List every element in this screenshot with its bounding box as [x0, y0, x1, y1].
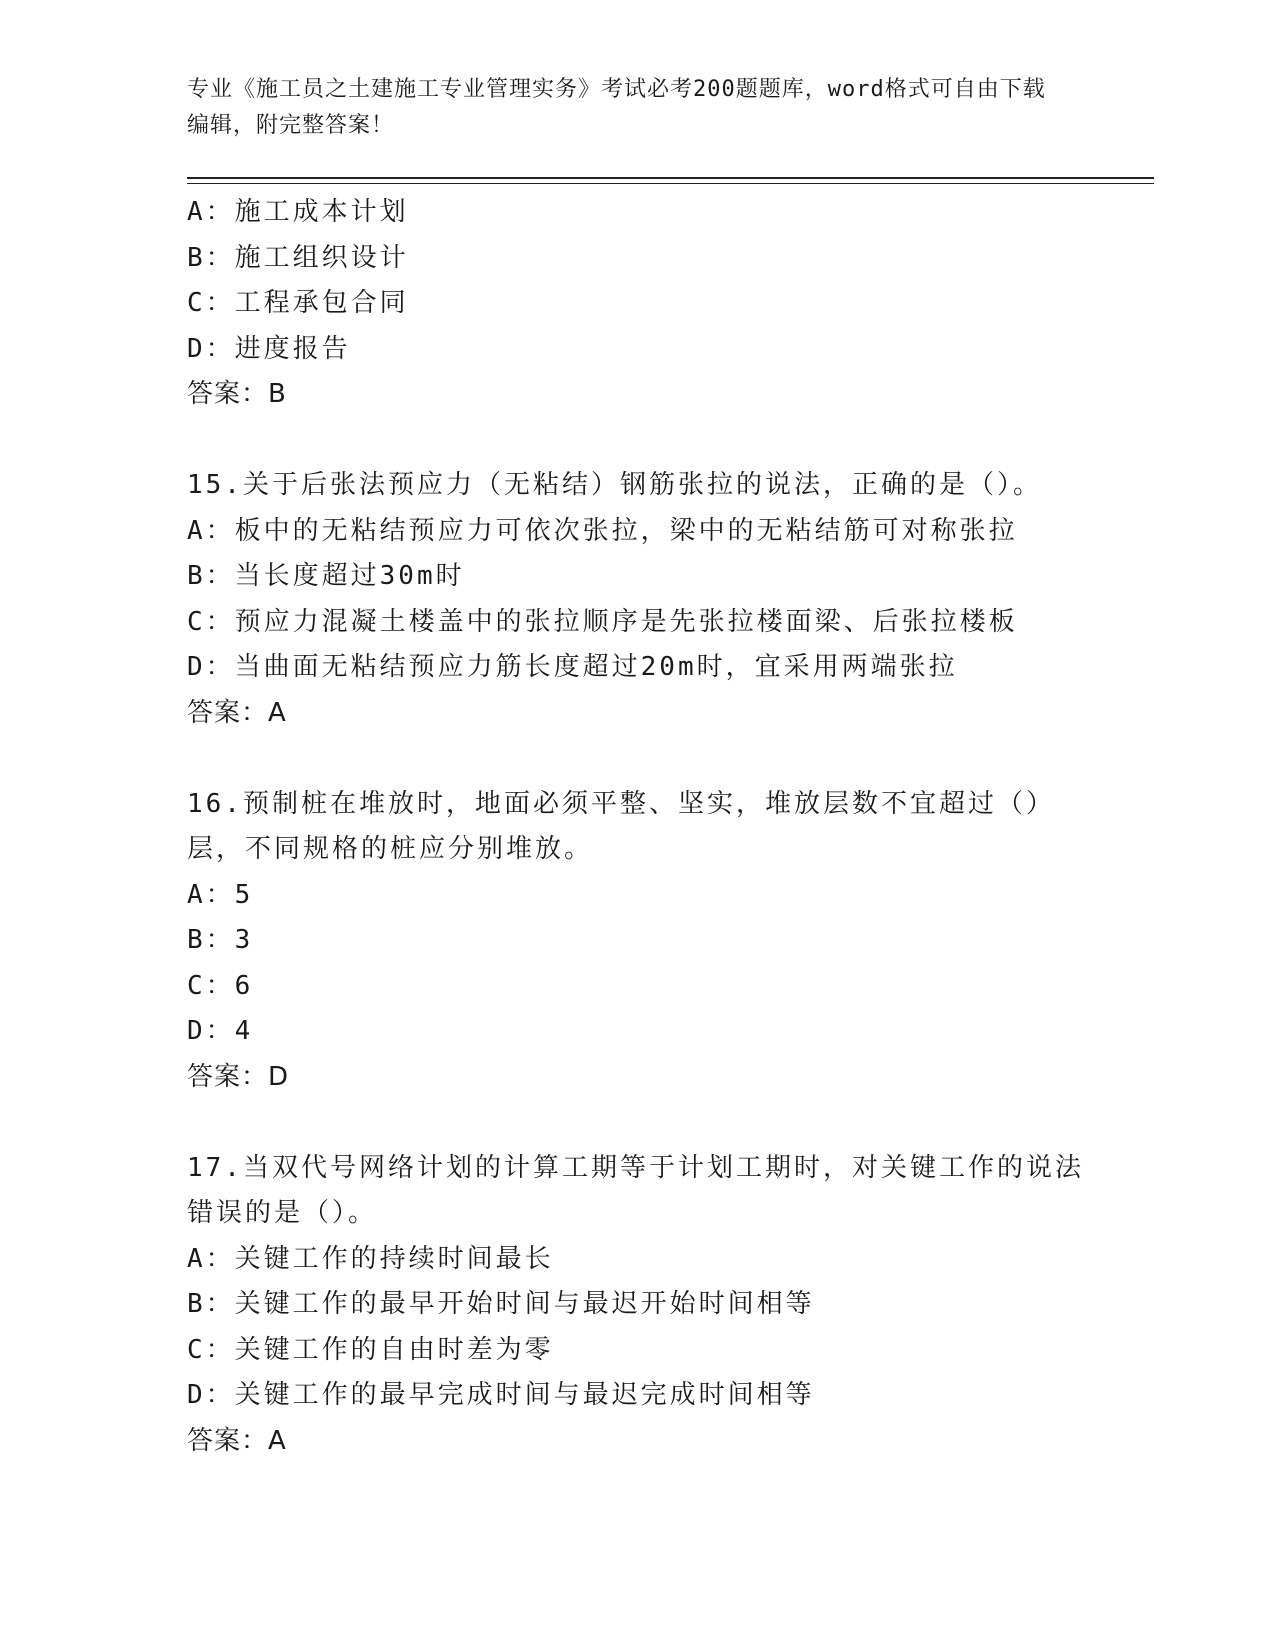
- option-b: B：当长度超过30m时: [187, 561, 465, 591]
- option-c: C：6: [187, 970, 254, 1001]
- answer: 答案：D: [187, 1061, 290, 1092]
- question-text: 16.预制桩在堆放时，地面必须平整、坚实，堆放层数不宜超过（）层，不同规格的桩应分别堆放。: [187, 788, 1055, 864]
- question-text: 15.关于后张法预应力（无粘结）钢筋张拉的说法，正确的是（）。: [187, 470, 1042, 500]
- question-block-14: [187, 190, 1087, 418]
- option-d: D：进度报告: [187, 333, 351, 364]
- answer: 答案：B: [187, 379, 287, 409]
- question-list: [187, 190, 1087, 1464]
- document-header: 专业《施工员之土建施工专业管理实务》考试必考200题题库，word格式可自由下载编辑，附完整答案！: [187, 77, 1046, 138]
- option-c: C：关键工作的自由时差为零: [187, 1334, 554, 1365]
- option-b: B：关键工作的最早开始时间与最迟开始时间相等: [187, 1289, 815, 1319]
- question-block-17: [187, 1146, 1087, 1465]
- option-a: A：施工成本计划: [187, 197, 409, 227]
- option-b: B：施工组织设计: [187, 242, 409, 273]
- option-b: B：3: [187, 925, 254, 955]
- answer: 答案：A: [187, 697, 287, 728]
- question-block-15: [187, 463, 1087, 736]
- option-a: A：5: [187, 879, 254, 910]
- header-rule-thin: [187, 183, 1154, 184]
- option-d: D：当曲面无粘结预应力筋长度超过20m时，宜采用两端张拉: [187, 652, 958, 682]
- question-text: 17.当双代号网络计划的计算工期等于计划工期时，对关键工作的说法错误的是（）。: [187, 1152, 1084, 1228]
- answer: 答案：A: [187, 1425, 287, 1456]
- option-a: A：关键工作的持续时间最长: [187, 1243, 554, 1274]
- option-a: A：板中的无粘结预应力可依次张拉，梁中的无粘结筋可对称张拉: [187, 515, 1018, 546]
- question-block-16: [187, 782, 1087, 1101]
- option-c: C：预应力混凝土楼盖中的张拉顺序是先张拉楼面梁、后张拉楼板: [187, 606, 1018, 637]
- option-d: D：关键工作的最早完成时间与最迟完成时间相等: [187, 1380, 815, 1410]
- option-d: D：4: [187, 1016, 254, 1046]
- header-rule-thick: [187, 177, 1154, 179]
- option-c: C：工程承包合同: [187, 288, 409, 318]
